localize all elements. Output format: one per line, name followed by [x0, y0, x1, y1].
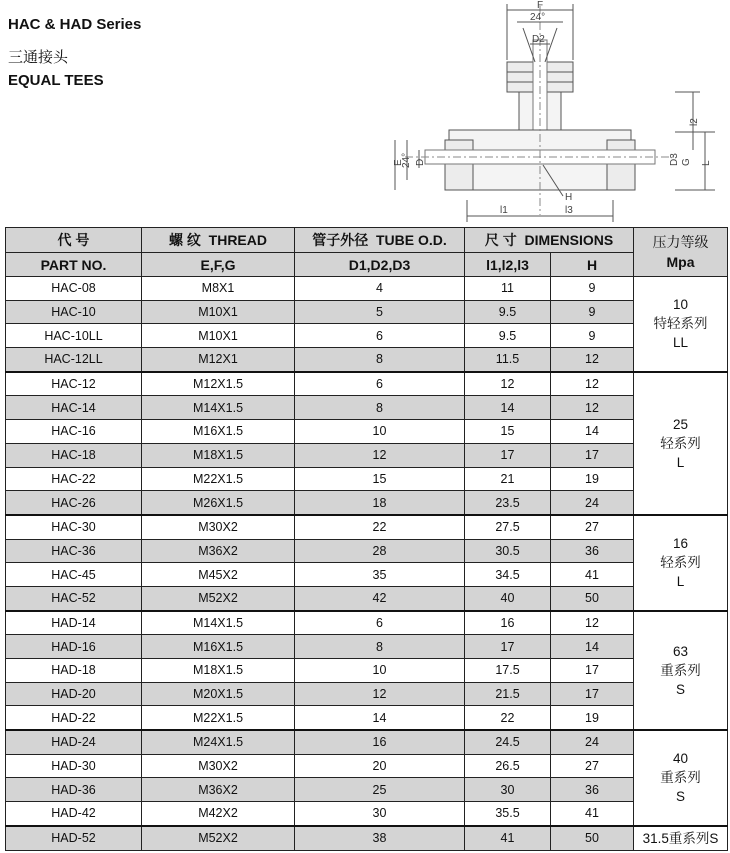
cell-tube-od: 12: [295, 443, 465, 467]
cell-h: 19: [551, 467, 634, 491]
cell-h: 9: [551, 324, 634, 348]
table-row: [6, 396, 728, 420]
cell-part-no: HAD-18: [6, 659, 142, 683]
left-nut: [445, 140, 473, 190]
pressure-group: [634, 826, 728, 850]
cell-part-no: HAC-12: [6, 372, 142, 396]
table-row: [6, 539, 728, 563]
cell-tube-od: 18: [295, 491, 465, 515]
cell-h: 14: [551, 420, 634, 444]
cell-part-no: HAC-22: [6, 467, 142, 491]
label-24-left: 24°: [401, 152, 412, 168]
cell-part-no: HAD-42: [6, 802, 142, 826]
table-row: [6, 372, 728, 396]
cell-part-no: HAC-16: [6, 420, 142, 444]
header-dim-l: l1,l2,l3: [465, 253, 551, 277]
cell-part-no: HAD-20: [6, 682, 142, 706]
cell-thread: M16X1.5: [142, 420, 295, 444]
cell-h: 36: [551, 539, 634, 563]
cell-part-no: HAC-10: [6, 300, 142, 324]
pressure-value: 63: [673, 643, 689, 659]
table-row: [6, 515, 728, 539]
header-thread: [142, 228, 295, 253]
pressure-cn: 重系列: [660, 770, 701, 786]
cell-length: 30.5: [465, 539, 551, 563]
cell-part-no: HAC-18: [6, 443, 142, 467]
table-row: [6, 467, 728, 491]
cell-part-no: HAD-52: [6, 826, 142, 850]
cell-length: 23.5: [465, 491, 551, 515]
cell-thread: M10X1: [142, 300, 295, 324]
cell-thread: M18X1.5: [142, 443, 295, 467]
cell-h: 14: [551, 635, 634, 659]
pressure-cn: 重系列: [660, 662, 701, 678]
header-pressure-cn: 压力等级: [652, 234, 709, 250]
table-row: [6, 348, 728, 372]
cell-length: 34.5: [465, 563, 551, 587]
cell-h: 17: [551, 443, 634, 467]
table-row: [6, 778, 728, 802]
cell-h: 12: [551, 611, 634, 635]
cell-part-no: HAC-26: [6, 491, 142, 515]
table-row: [6, 754, 728, 778]
pressure-cn: 轻系列: [660, 555, 701, 571]
pressure-group: [634, 515, 728, 611]
table-row: [6, 324, 728, 348]
cell-part-no: HAC-12LL: [6, 348, 142, 372]
pressure-value: 31.5重系列S: [642, 830, 719, 846]
cell-tube-od: 6: [295, 324, 465, 348]
cell-tube-od: 42: [295, 586, 465, 610]
cell-thread: M36X2: [142, 539, 295, 563]
table-row: [6, 802, 728, 826]
cell-length: 11: [465, 277, 551, 301]
cell-h: 41: [551, 563, 634, 587]
header-dim-en: DIMENSIONS: [524, 232, 614, 248]
cell-part-no: HAD-16: [6, 635, 142, 659]
cell-thread: M12X1.5: [142, 372, 295, 396]
cell-thread: M45X2: [142, 563, 295, 587]
label-e: E: [393, 159, 404, 166]
cell-h: 50: [551, 826, 634, 850]
table-row: [6, 659, 728, 683]
cell-length: 40: [465, 586, 551, 610]
cell-h: 12: [551, 396, 634, 420]
cell-thread: M8X1: [142, 277, 295, 301]
cell-length: 22: [465, 706, 551, 730]
cell-part-no: HAC-52: [6, 586, 142, 610]
series-title: HAC & HAD Series: [8, 16, 142, 33]
pressure-value: 25: [673, 416, 689, 432]
table-row: [6, 826, 728, 850]
chinese-title: 三通接头: [8, 49, 69, 66]
cell-length: 11.5: [465, 348, 551, 372]
cell-thread: M22X1.5: [142, 467, 295, 491]
cell-tube-od: 6: [295, 372, 465, 396]
cell-length: 27.5: [465, 515, 551, 539]
cell-length: 9.5: [465, 324, 551, 348]
cell-thread: M14X1.5: [142, 611, 295, 635]
cell-tube-od: 4: [295, 277, 465, 301]
cell-h: 41: [551, 802, 634, 826]
english-title: EQUAL TEES: [8, 72, 104, 89]
pressure-value: 10: [673, 297, 689, 313]
cell-h: 9: [551, 277, 634, 301]
label-d3: D3: [669, 153, 680, 166]
cell-length: 16: [465, 611, 551, 635]
header-tube: [295, 228, 465, 253]
table-row: [6, 300, 728, 324]
table-row: [6, 682, 728, 706]
header-tube-sub: D1,D2,D3: [295, 253, 465, 277]
pressure-value: 40: [673, 751, 689, 767]
table-row: [6, 730, 728, 754]
cell-thread: M16X1.5: [142, 635, 295, 659]
header-dimensions: [465, 228, 634, 253]
table-row: [6, 611, 728, 635]
cell-thread: M10X1: [142, 324, 295, 348]
cell-tube-od: 10: [295, 659, 465, 683]
pressure-group: [634, 730, 728, 826]
pressure-code: S: [676, 681, 686, 697]
right-nut: [607, 140, 635, 190]
label-d: D: [415, 158, 426, 166]
pressure-group: [634, 372, 728, 515]
cell-h: 9: [551, 300, 634, 324]
label-g: G: [681, 158, 692, 166]
header-dim-cn: 尺 寸: [484, 232, 517, 248]
table-row: [6, 635, 728, 659]
cell-tube-od: 20: [295, 754, 465, 778]
table-row: [6, 586, 728, 610]
cell-thread: M26X1.5: [142, 491, 295, 515]
cell-length: 14: [465, 396, 551, 420]
cell-thread: M42X2: [142, 802, 295, 826]
cell-h: 17: [551, 659, 634, 683]
pressure-cn: 轻系列: [660, 435, 701, 451]
cell-h: 12: [551, 372, 634, 396]
label-d2: D2: [532, 34, 545, 45]
cell-part-no: HAC-14: [6, 396, 142, 420]
spec-table: [5, 227, 728, 851]
cell-thread: M52X2: [142, 586, 295, 610]
header-thread-cn: 螺 纹: [168, 232, 201, 248]
cell-length: 24.5: [465, 730, 551, 754]
cell-thread: M22X1.5: [142, 706, 295, 730]
label-24-top: 24°: [530, 12, 546, 23]
pressure-value: 16: [673, 536, 689, 552]
cell-length: 30: [465, 778, 551, 802]
equal-tee-drawing: [375, 0, 730, 225]
cell-tube-od: 25: [295, 778, 465, 802]
cell-part-no: HAD-30: [6, 754, 142, 778]
table-row: [6, 563, 728, 587]
table-row: [6, 443, 728, 467]
cell-h: 17: [551, 682, 634, 706]
header-part-en: PART NO.: [6, 253, 142, 277]
cell-part-no: HAC-10LL: [6, 324, 142, 348]
header-tube-en: TUBE O.D.: [376, 232, 447, 248]
table-row: [6, 706, 728, 730]
label-l2: l2: [689, 118, 700, 126]
cell-tube-od: 22: [295, 515, 465, 539]
spec-table-body: [6, 277, 728, 851]
cell-length: 12: [465, 372, 551, 396]
cell-h: 27: [551, 754, 634, 778]
header-tube-cn: 管子外径: [312, 232, 369, 248]
pressure-code: LL: [673, 335, 689, 351]
pressure-code: L: [676, 454, 685, 470]
table-row: [6, 491, 728, 515]
label-l: L: [701, 160, 712, 166]
cell-part-no: HAD-14: [6, 611, 142, 635]
cell-tube-od: 28: [295, 539, 465, 563]
label-h: H: [565, 192, 573, 203]
cell-part-no: HAC-45: [6, 563, 142, 587]
cell-tube-od: 6: [295, 611, 465, 635]
cell-h: 27: [551, 515, 634, 539]
cell-length: 9.5: [465, 300, 551, 324]
cell-thread: M30X2: [142, 754, 295, 778]
pressure-group: [634, 611, 728, 730]
cell-h: 19: [551, 706, 634, 730]
cell-thread: M36X2: [142, 778, 295, 802]
cell-part-no: HAD-36: [6, 778, 142, 802]
cell-tube-od: 10: [295, 420, 465, 444]
cell-h: 36: [551, 778, 634, 802]
pressure-code: L: [676, 574, 685, 590]
cell-tube-od: 8: [295, 635, 465, 659]
pressure-group: [634, 277, 728, 372]
cell-part-no: HAD-24: [6, 730, 142, 754]
header-part-cn: 代 号: [6, 228, 142, 253]
cell-h: 24: [551, 491, 634, 515]
header-thread-sub: E,F,G: [142, 253, 295, 277]
label-l1: l1: [500, 205, 508, 216]
cell-thread: M20X1.5: [142, 682, 295, 706]
cell-thread: M18X1.5: [142, 659, 295, 683]
pressure-cn: 特轻系列: [653, 316, 708, 332]
cell-part-no: HAC-08: [6, 277, 142, 301]
cell-part-no: HAD-22: [6, 706, 142, 730]
cell-thread: M24X1.5: [142, 730, 295, 754]
cell-length: 26.5: [465, 754, 551, 778]
cell-thread: M14X1.5: [142, 396, 295, 420]
header-pressure-en: Mpa: [666, 254, 695, 270]
cell-length: 17.5: [465, 659, 551, 683]
cell-length: 17: [465, 635, 551, 659]
cell-h: 12: [551, 348, 634, 372]
cell-part-no: HAC-30: [6, 515, 142, 539]
cell-length: 35.5: [465, 802, 551, 826]
cell-thread: M30X2: [142, 515, 295, 539]
cell-tube-od: 12: [295, 682, 465, 706]
table-row: [6, 420, 728, 444]
cell-length: 17: [465, 443, 551, 467]
cell-tube-od: 38: [295, 826, 465, 850]
cell-length: 15: [465, 420, 551, 444]
cell-tube-od: 8: [295, 396, 465, 420]
table-row: [6, 277, 728, 301]
cell-length: 21: [465, 467, 551, 491]
cell-tube-od: 30: [295, 802, 465, 826]
cell-tube-od: 5: [295, 300, 465, 324]
cell-thread: M52X2: [142, 826, 295, 850]
cell-h: 50: [551, 586, 634, 610]
cell-h: 24: [551, 730, 634, 754]
cell-part-no: HAC-36: [6, 539, 142, 563]
header-thread-en: THREAD: [208, 232, 267, 248]
cell-thread: M12X1: [142, 348, 295, 372]
label-f: F: [537, 0, 544, 11]
cell-tube-od: 14: [295, 706, 465, 730]
header-pressure: [634, 228, 728, 277]
cell-tube-od: 8: [295, 348, 465, 372]
cell-length: 21.5: [465, 682, 551, 706]
label-l3: l3: [565, 205, 573, 216]
cell-tube-od: 35: [295, 563, 465, 587]
cell-length: 41: [465, 826, 551, 850]
pressure-code: S: [676, 789, 686, 805]
cell-tube-od: 15: [295, 467, 465, 491]
header-dim-h: H: [551, 253, 634, 277]
cell-tube-od: 16: [295, 730, 465, 754]
